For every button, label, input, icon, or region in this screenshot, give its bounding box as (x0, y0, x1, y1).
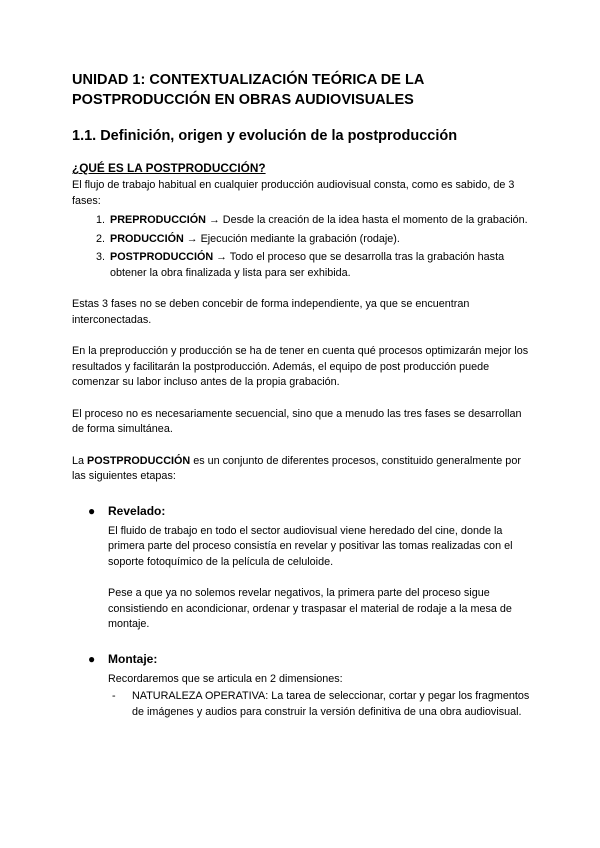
phases-list (72, 213, 532, 281)
list-item: 2. PRODUCCIÓN → Ejecución mediante la grabación (rodaje). (108, 232, 532, 248)
subheading: ¿QUÉ ES LA POSTPRODUCCIÓN? (72, 161, 266, 175)
section-heading: 1.1. Definición, origen y evolución de la postproducción (72, 128, 458, 144)
unit-title: UNIDAD 1: CONTEXTUALIZACIÓN TEÓRICA DE LA POSTPRODUCCIÓN EN OBRAS AUDIOVISUALES (72, 72, 425, 108)
postproduction-intro: La POSTPRODUCCIÓN es un conjunto de diferentes procesos, constituido generalmente por las siguientes etapas: (72, 454, 521, 482)
document-page (72, 70, 532, 720)
list-item: 1. PREPRODUCCIÓN → Desde la creación de la idea hasta el momento de la grabación. (108, 213, 532, 229)
bullet-icon: ● (88, 651, 96, 666)
intro-paragraph: El flujo de trabajo habitual en cualquier producción audiovisual consta, como es sabido, de 3 fases: (72, 179, 515, 207)
paragraph: En la preproducción y producción se ha de tener en cuenta qué procesos optimizarán mejor los resultados y facilitarán la postproducción. Además, el equipo de post producción puede comenzar su labor incluso antes de la propia grabación. (72, 345, 529, 388)
stage-heading-montaje: ● Montaje: (88, 651, 158, 666)
list-item: 3. POSTPRODUCCIÓN → Todo el proceso que se desarrolla tras la grabación hasta obtener la obra finalizada y lista para ser exhibida. (108, 250, 532, 281)
stage-heading-revelado: ● Revelado: (88, 503, 166, 518)
dash-marker: - (112, 690, 116, 702)
montaje-dash-item: - NATURALEZA OPERATIVA: La tarea de seleccionar, cortar y pegar los fragmentos de imágenes y audios para construir la versión definitiva de una obra audiovisual. (112, 690, 530, 718)
paragraph: El proceso no es necesariamente secuencial, sino que a menudo las tres fases se desarrollan de forma simultánea. (72, 407, 522, 435)
montaje-paragraph-1: Recordaremos que se articula en 2 dimensiones: (108, 672, 343, 685)
paragraph: Estas 3 fases no se deben concebir de forma independiente, ya que se encuentran interconectadas. (72, 298, 470, 326)
revelado-paragraph-2: Pese a que ya no solemos revelar negativos, la primera parte del proceso sigue consistiendo en acondicionar, ordenar y traspasar el material de rodaje a la mesa de montaje. (108, 587, 512, 630)
revelado-paragraph-1: El fluido de trabajo en todo el sector audiovisual viene heredado del cine, donde la primera parte del proceso consistía en revelar y positivar las tomas realizadas con el soporte fotoquímico de la película de celuloide. (108, 524, 513, 568)
bullet-icon: ● (88, 503, 96, 518)
